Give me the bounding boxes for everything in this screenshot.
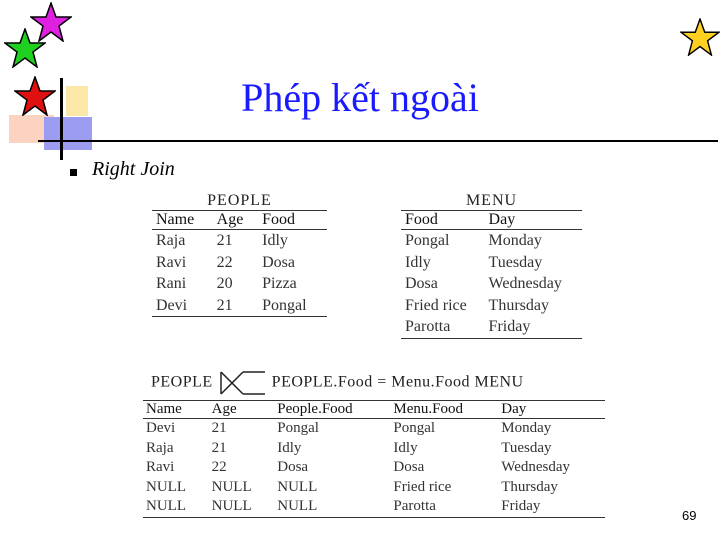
bullet-text: Right Join (92, 158, 175, 180)
table-cell: Thursday (501, 478, 558, 495)
menu-header-day: Day (485, 211, 582, 230)
join-left-relation: PEOPLE (151, 373, 213, 391)
table-row (143, 478, 605, 498)
table-row (143, 497, 605, 517)
menu-header-food: Food (401, 211, 485, 230)
right-outer-join-icon (217, 370, 267, 396)
table-cell: Monday (501, 420, 552, 436)
table-cell: Dosa (262, 253, 296, 271)
result-header-menu-food: Menu.Food (390, 401, 498, 419)
slide-title: Phép kết ngoài (241, 75, 479, 120)
table-cell: NULL (146, 478, 186, 495)
decor-blue-block (44, 117, 92, 150)
table-cell: Wednesday (501, 459, 571, 475)
table-cell: Raja (156, 232, 186, 249)
people-header-age: Age (213, 211, 258, 230)
table-row (152, 295, 327, 317)
table-cell: Parotta (401, 316, 485, 338)
table-cell: Fried rice (405, 296, 467, 314)
table-cell: 21 (213, 295, 258, 317)
table-cell: Rani (156, 275, 187, 292)
table-cell: Dosa (277, 459, 309, 475)
result-header-age: Age (209, 401, 275, 419)
table-cell: 20 (216, 275, 233, 292)
join-result-table (143, 400, 605, 518)
table-cell: NULL (209, 497, 275, 517)
page-number: 69 (682, 508, 697, 523)
table-cell: Ravi (156, 253, 187, 271)
join-expression (151, 370, 524, 396)
table-cell: Idly (262, 232, 288, 249)
join-right-relation: MENU (474, 373, 524, 391)
table-cell: Tuesday (488, 253, 543, 271)
table-cell: 22 (211, 459, 227, 475)
people-header-name: Name (152, 211, 213, 230)
table-cell: Pongal (405, 232, 450, 249)
join-condition: PEOPLE.Food = Menu.Food (271, 373, 470, 391)
table-row (152, 230, 327, 252)
table-cell: Friday (485, 316, 582, 338)
table-cell: Parotta (390, 497, 498, 517)
table-cell: Pongal (393, 420, 436, 436)
table-row (401, 316, 582, 338)
table-cell: Ravi (146, 459, 175, 475)
table-row (152, 273, 327, 295)
table-row (152, 252, 327, 274)
star-yellow-icon (680, 18, 720, 56)
people-header-food: Food (258, 211, 327, 230)
table-cell: NULL (277, 478, 318, 495)
table-cell: NULL (143, 497, 209, 517)
bullet-square-icon (70, 169, 77, 176)
star-green-icon (4, 28, 46, 68)
table-cell: Wednesday (488, 275, 562, 292)
table-row (143, 458, 605, 478)
table-cell: Fried rice (393, 478, 452, 495)
table-cell: NULL (211, 478, 252, 495)
table-cell: 21 (216, 232, 233, 249)
table-cell: Dosa (405, 275, 438, 292)
table-cell: Thursday (488, 296, 549, 314)
table-cell: Pizza (262, 275, 297, 292)
menu-table (401, 192, 582, 339)
table-cell: 21 (211, 439, 227, 456)
table-cell: Idly (405, 253, 431, 271)
table-cell: Idly (393, 439, 418, 456)
result-header-people-food: People.Food (274, 401, 390, 419)
table-cell: NULL (274, 497, 390, 517)
result-header-day: Day (498, 401, 605, 419)
table-cell: Devi (152, 295, 213, 317)
table-row (401, 230, 582, 252)
table-cell: Pongal (258, 295, 327, 317)
table-cell: Idly (277, 439, 302, 456)
people-table-title: PEOPLE (207, 192, 272, 209)
table-row (401, 252, 582, 274)
table-cell: Tuesday (501, 439, 552, 456)
table-cell: Devi (146, 420, 176, 436)
table-cell: Monday (488, 232, 542, 249)
people-table (152, 192, 327, 317)
table-cell: Pongal (277, 420, 319, 436)
table-row (401, 273, 582, 295)
result-header-name: Name (143, 401, 209, 419)
decor-horizontal-rule (38, 140, 718, 142)
table-cell: 22 (216, 253, 233, 271)
table-row (401, 295, 582, 317)
table-cell: Raja (146, 439, 174, 456)
menu-table-title: MENU (465, 192, 518, 209)
table-row (143, 419, 605, 439)
table-cell: Dosa (393, 459, 425, 475)
table-cell: 21 (211, 420, 227, 436)
table-row (143, 439, 605, 459)
table-cell: Friday (498, 497, 605, 517)
